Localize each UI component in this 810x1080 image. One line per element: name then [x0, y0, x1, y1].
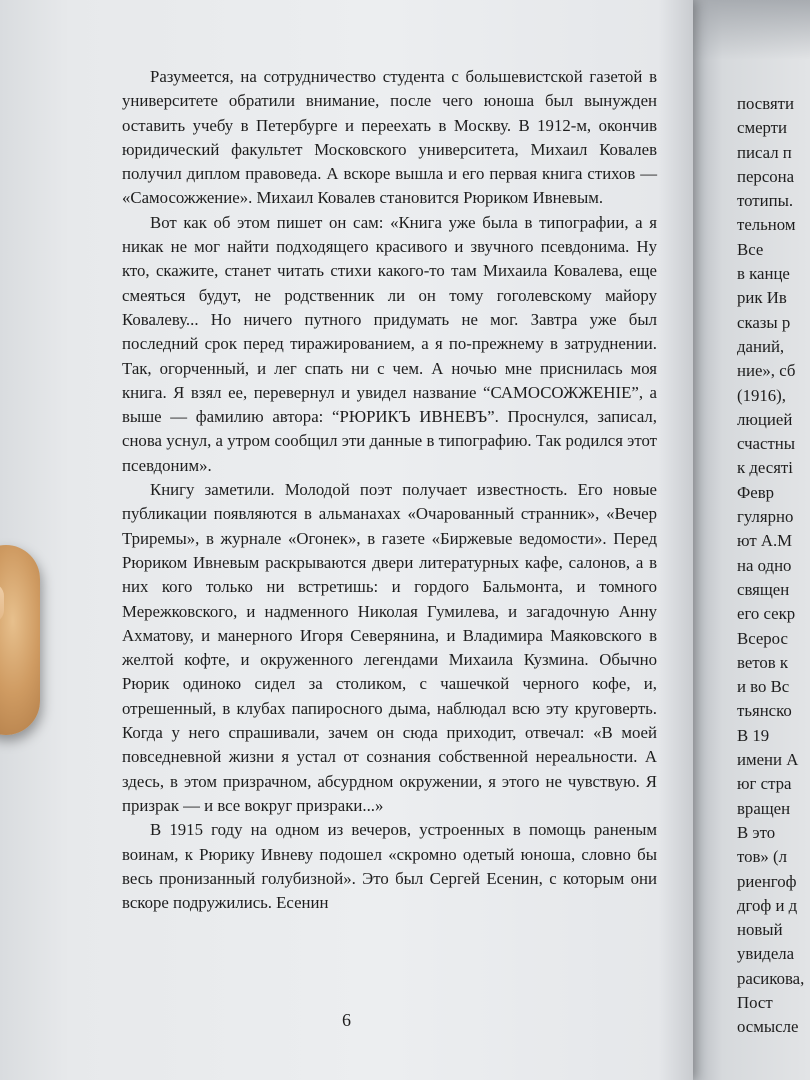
- right-page-line: на одно: [737, 555, 792, 575]
- right-page-line: Все: [737, 239, 764, 259]
- page-number: 6: [342, 1010, 351, 1030]
- right-page-line: осмысле: [737, 1017, 799, 1037]
- right-page-line: священ: [737, 579, 790, 599]
- right-page-line: и во Вс: [737, 677, 790, 697]
- paragraph: Книгу заметили. Молодой поэт получает известность. Его новые публикации появляются в альманахах «Очарованный странник», «Вечер Триремы», в журнале «Огонек», в газете «Биржевые ведомости». Перед Рюриком Ивневым раскрываются двери литературных кафе, салонов, а в них кого только ни встретишь: и гордого Бальмонта, и томного Мережковского, и надменного Николая Гумилева, и загадочную Анну Ахматову, и манерного Игоря Северянина, и Владимира Маяковского в желтой кофте, и окруженного легендами Михаила Кузмина. Обычно Рюрик одиноко сидел за столиком, с чашечкой черного кофе, и, отрешенный, в клубах папиросного дыма, наблюдал всю эту круговерть. Когда у него спрашивали, зачем он сюда приходит, отвечал: «В моей повседневной жизни я устал от сознания собственной нереальности. А здесь, в этом призрачном, абсурдном окружении, я этого не чувствую. Я призрак — и все вокруг призраки...»: [122, 480, 657, 815]
- right-page-line: гулярно: [737, 507, 794, 527]
- right-page-line: даний,: [737, 336, 785, 356]
- right-page-line: вращен: [737, 798, 791, 818]
- right-page-line: смерти: [737, 118, 787, 138]
- paragraph: Разумеется, на сотрудничество студента с большевистской газетой в университете обратили внимание, после чего юноша был вынужден оставить учебу в Петербурге и переехать в Москву. В 1912-м, окончив юридический факультет Московского университета, Михаил Ковалев получил диплом правоведа. А вскоре вышла и его первая книга стихов — «Самосожжение». Михаил Ковалев становится Рюриком Ивневым.: [122, 67, 657, 208]
- right-page-line: ние», сб: [737, 361, 796, 381]
- right-page-line: юг стра: [737, 774, 792, 794]
- right-page-line: персона: [737, 166, 795, 186]
- right-page-line: ветов к: [737, 652, 789, 672]
- right-page-line: сказы р: [737, 312, 791, 332]
- right-page-line: новый: [737, 920, 783, 940]
- right-page-line: Пост: [737, 992, 773, 1012]
- right-page-line: тьянско: [737, 701, 792, 721]
- right-page-line: дгоф и д: [737, 895, 798, 915]
- paragraph: Вот как об этом пишет он сам: «Книга уже была в типографии, а я никак не мог найти подходящего красивого и звучного псевдонима. Ну кто, скажите, станет читать стихи какого-то там Михаила Ковалева, еще смеяться будут, не родственник ли он тому гоголевскому майору Ковалеву... Но ничего путного придумать не мог. Завтра уже был последний срок перед тиражированием, а я по-прежнему в затруднении. Так, огорченный, и лег спать ни с чем. А ночью мне приснилась моя книга. Я взял ее, перевернул и увидел название “САМОСОЖЖЕНIЕ”, а выше — фамилию автора: “РЮРИКЪ ИВНЕВЪ”. Проснулся, записал, снова уснул, а утром сообщил эти данные в типографию. Так родился этот псевдоним».: [122, 212, 657, 475]
- right-page-line: к десяті: [737, 458, 793, 478]
- right-page-line: В это: [737, 822, 776, 842]
- right-page-text: [737, 92, 810, 1040]
- right-page-line: риенгоф: [737, 871, 797, 891]
- right-page-line: увидела: [737, 944, 795, 964]
- right-page-line: рик Ив: [737, 288, 787, 308]
- right-page-line: Всерос: [737, 628, 788, 648]
- right-page-line: люцией: [737, 409, 793, 429]
- right-page-line: В 19: [737, 725, 770, 745]
- right-page-line: имени А: [737, 750, 799, 770]
- right-page-line: ют А.М: [737, 531, 793, 551]
- right-page-line: писал п: [737, 142, 792, 162]
- thumbnail-nail: [0, 583, 4, 623]
- body-text: [122, 65, 657, 915]
- right-page-line: посвяти: [737, 94, 794, 113]
- right-page-line: тотипы.: [737, 191, 794, 211]
- right-page-line: его секр: [737, 604, 796, 624]
- right-page-line: тов» (л: [737, 847, 787, 867]
- right-page-line: в канце: [737, 264, 790, 284]
- paragraph: В 1915 году на одном из вечеров, устроенных в помощь раненым воинам, к Рюрику Ивневу подошел «скромно одетый юноша, словно бы весь пронизанный голубизной». Это был Сергей Есенин, с которым они вскоре подружились. Есенин: [122, 820, 657, 913]
- right-page-line: Февр: [737, 482, 775, 502]
- right-page-line: расикова,: [737, 968, 805, 988]
- right-page-line: тельном: [737, 215, 796, 235]
- right-page-line: счастны: [737, 434, 796, 454]
- right-page-line: (1916),: [737, 385, 786, 405]
- thumb: [0, 545, 40, 735]
